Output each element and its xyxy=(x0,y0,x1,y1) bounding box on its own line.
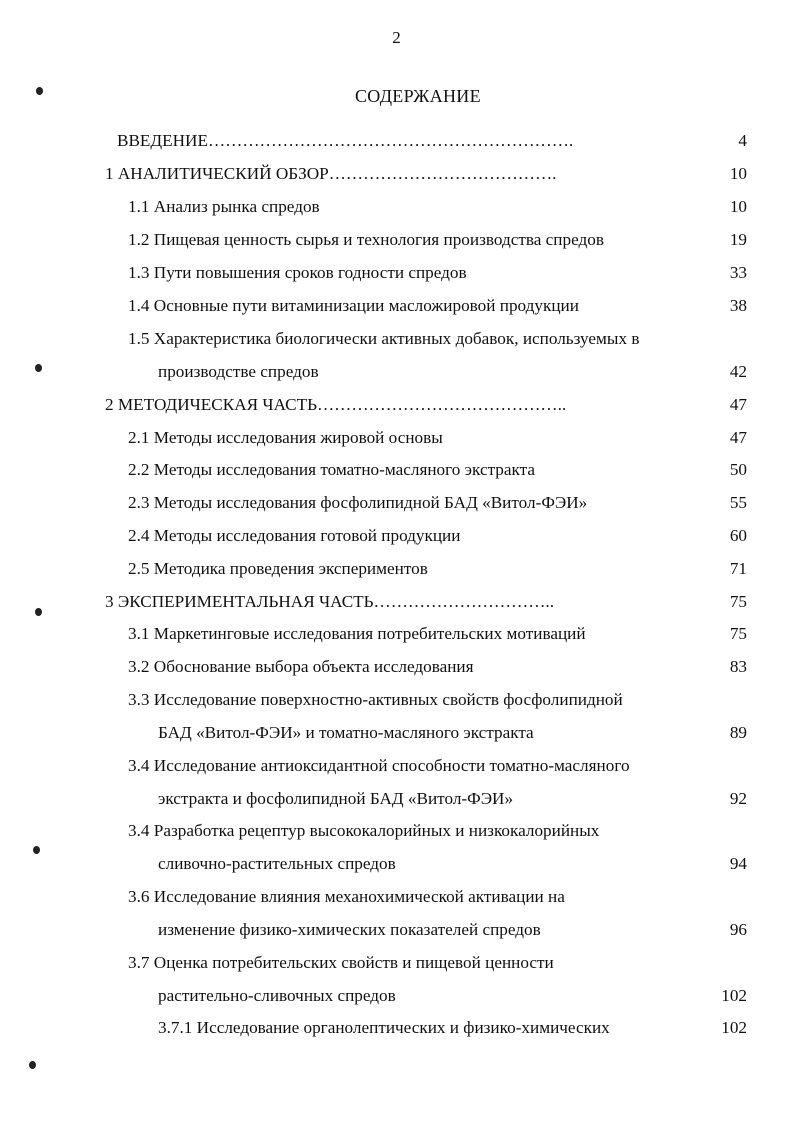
toc-entry-2-2: 2.2 Методы исследования томатно-масляного экстракта xyxy=(128,460,535,479)
toc-entry-3-7: 3.7 Оценка потребительских свойств и пищевой ценности xyxy=(128,953,554,972)
toc-page: 75 xyxy=(729,624,747,643)
toc-page: 96 xyxy=(729,920,747,939)
toc-entry-1-3: 1.3 Пути повышения сроков годности спредов xyxy=(128,263,467,282)
toc-page: 19 xyxy=(729,230,747,249)
toc-page: 83 xyxy=(729,657,747,676)
toc-entry-1-5: 1.5 Характеристика биологически активных добавок, используемых в xyxy=(128,329,640,348)
toc-page: 47 xyxy=(729,395,747,414)
toc-page: 42 xyxy=(729,362,747,381)
toc-page: 50 xyxy=(729,460,747,479)
toc-page: 89 xyxy=(729,723,747,742)
toc-title: СОДЕРЖАНИЕ xyxy=(355,86,481,106)
toc-page: 47 xyxy=(729,428,747,447)
toc-entry-1-5-cont: производстве спредов xyxy=(158,362,319,381)
toc-page: 75 xyxy=(729,592,747,611)
scan-speck xyxy=(35,364,42,372)
toc-entry-2-3: 2.3 Методы исследования фосфолипидной БАД «Витол-ФЭИ» xyxy=(128,493,588,512)
toc-page: 92 xyxy=(729,789,747,808)
toc-entry-3-3-cont: БАД «Витол-ФЭИ» и томатно-масляного экстракта xyxy=(158,723,534,742)
toc-entry-2-4: 2.4 Методы исследования готовой продукции xyxy=(128,526,461,545)
toc-entry-introduction: ВВЕДЕНИЕ………………………………………………………. xyxy=(117,131,574,150)
toc-entry-3-4a-cont: экстракта и фосфолипидной БАД «Витол-ФЭИ» xyxy=(158,789,514,808)
page-number: 2 xyxy=(392,28,401,47)
scan-speck xyxy=(29,1061,36,1069)
toc-page: 33 xyxy=(729,263,747,282)
toc-entry-1-2: 1.2 Пищевая ценность сырья и технология производства спредов xyxy=(128,230,604,249)
scan-speck xyxy=(36,87,43,95)
toc-page: 10 xyxy=(729,197,747,216)
toc-page: 10 xyxy=(729,164,747,183)
toc-page: 102 xyxy=(721,986,747,1005)
toc-entry-3-4a: 3.4 Исследование антиоксидантной способности томатно-масляного xyxy=(128,756,630,775)
toc-entry-1-4: 1.4 Основные пути витаминизации масложировой продукции xyxy=(128,296,579,315)
toc-entry-3-7-1: 3.7.1 Исследование органолептических и физико-химических xyxy=(158,1018,610,1037)
scan-speck xyxy=(35,608,42,616)
toc-entry-3-6: 3.6 Исследование влияния механохимической активации на xyxy=(128,887,565,906)
toc-page: 102 xyxy=(721,1018,747,1037)
toc-entry-3-2: 3.2 Обоснование выбора объекта исследования xyxy=(128,657,474,676)
toc-page: 94 xyxy=(729,854,747,873)
toc-page: 55 xyxy=(729,493,747,512)
toc-page: 38 xyxy=(729,296,747,315)
toc-entry-3-3: 3.3 Исследование поверхностно-активных свойств фосфолипидной xyxy=(128,690,623,709)
toc-entry-chapter-1: 1 АНАЛИТИЧЕСКИЙ ОБЗОР…………………………………. xyxy=(105,164,557,183)
toc-entry-2-5: 2.5 Методика проведения экспериментов xyxy=(128,559,428,578)
toc-entry-2-1: 2.1 Методы исследования жировой основы xyxy=(128,428,443,447)
toc-entry-3-7-cont: растительно-сливочных спредов xyxy=(158,986,396,1005)
toc-entry-chapter-2: 2 МЕТОДИЧЕСКАЯ ЧАСТЬ…………………………………….. xyxy=(105,395,567,414)
toc-entry-3-4b: 3.4 Разработка рецептур высококалорийных и низкокалорийных xyxy=(128,821,600,840)
toc-entry-3-4b-cont: сливочно-растительных спредов xyxy=(158,854,396,873)
toc-page: 71 xyxy=(729,559,747,578)
toc-entry-3-6-cont: изменение физико-химических показателей спредов xyxy=(158,920,541,939)
toc-entry-3-1: 3.1 Маркетинговые исследования потребительских мотиваций xyxy=(128,624,586,643)
toc-page: 4 xyxy=(738,131,747,150)
toc-entry-1-1: 1.1 Анализ рынка спредов xyxy=(128,197,320,216)
toc-page: 60 xyxy=(729,526,747,545)
toc-entry-chapter-3: 3 ЭКСПЕРИМЕНТАЛЬНАЯ ЧАСТЬ………………………….. xyxy=(105,592,555,611)
scan-speck xyxy=(33,846,40,854)
